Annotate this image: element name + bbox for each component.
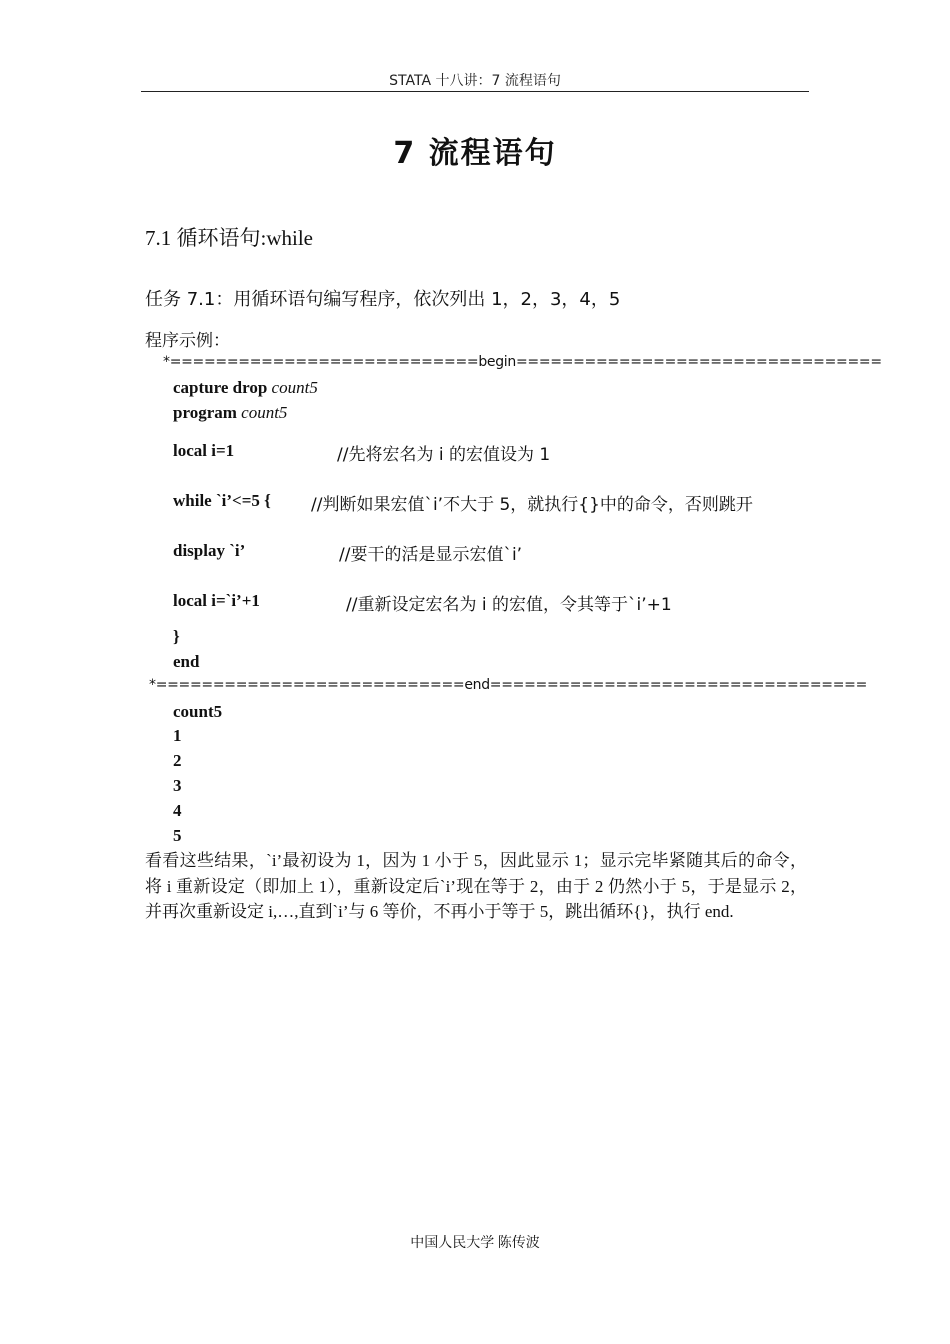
code-line-increment: local i=`i’+1 xyxy=(173,591,260,610)
code-line-display: display `i’ xyxy=(173,541,246,560)
code-line-close-brace: } xyxy=(173,627,180,646)
task-statement: 任务 7.1：用循环语句编写程序，依次列出 1，2，3，4，5 xyxy=(145,289,621,310)
output-value: 5 xyxy=(173,826,182,845)
explanation-paragraph: 看看这些结果，`i’最初设为 1，因为 1 小于 5，因此显示 1；显示完毕紧随其后的命令，将 i 重新设定（即加上 1），重新设定后`i’现在等于 2，由于 2 仍然小于 5，于是显示 2，并再次重新设定 i,…,直到`i’与 6 等价，不再小于等于 5，跳出循环{}，执行 end. xyxy=(145,851,807,921)
section-heading: 7.1 循环语句:while xyxy=(145,226,313,250)
code-begin-separator: *===========================begin================================ xyxy=(163,354,882,370)
code-keyword: capture drop xyxy=(173,378,272,397)
output-value: 2 xyxy=(173,751,182,770)
code-line-program xyxy=(173,403,287,423)
code-comment-display: //要干的活是显示宏值`i’ xyxy=(339,545,523,565)
code-comment-increment: //重新设定宏名为 i 的宏值，令其等于`i’+1 xyxy=(346,595,672,615)
code-line-local-init: local i=1 xyxy=(173,441,235,460)
output-value: 4 xyxy=(173,801,182,820)
output-value: 1 xyxy=(173,726,182,745)
code-line-capture-drop xyxy=(173,378,318,398)
code-comment-while: //判断如果宏值`i’不大于 5，就执行{}中的命令，否则跳开 xyxy=(311,495,753,515)
code-end-separator: *===========================end================================= xyxy=(149,677,868,693)
code-argument: count5 xyxy=(241,403,288,422)
example-label: 程序示例： xyxy=(145,331,230,350)
header-divider xyxy=(141,91,809,92)
page-header: STATA 十八讲：7 流程语句 xyxy=(389,73,561,89)
page-title: 7 流程语句 xyxy=(393,136,557,171)
output-value: 3 xyxy=(173,776,182,795)
code-line-while: while `i’<=5 { xyxy=(173,491,271,510)
code-keyword: program xyxy=(173,403,242,422)
code-line-end: end xyxy=(173,652,200,671)
output-command: count5 xyxy=(173,702,223,721)
code-argument: count5 xyxy=(271,378,318,397)
code-comment-local-init: //先将宏名为 i 的宏值设为 1 xyxy=(337,445,551,465)
page-footer: 中国人民大学 陈传波 xyxy=(410,1236,540,1251)
